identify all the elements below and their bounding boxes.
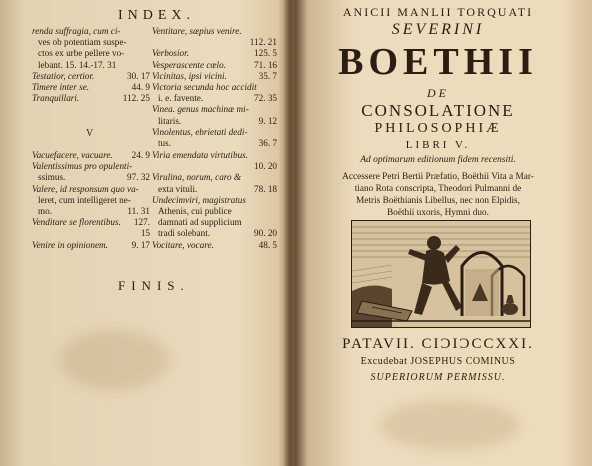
- index-entry: [32, 172, 150, 183]
- index-entry-page: 112. 25: [122, 93, 150, 104]
- index-entry-page: 24. 9: [131, 150, 150, 160]
- index-entry: [152, 217, 277, 228]
- index-entry: [32, 228, 150, 239]
- index-entry-text: ctos ex urbe pellere vo-: [38, 48, 125, 59]
- index-entry: [32, 161, 150, 172]
- index-entry-page: 9. 17: [131, 239, 150, 250]
- index-entry-text: tus.: [158, 137, 172, 148]
- index-entry: [152, 228, 277, 239]
- index-entry-text: i. e. favente.: [158, 93, 204, 104]
- index-entry: [32, 82, 150, 93]
- index-entry: [32, 217, 150, 228]
- index-entry-text: mo.: [38, 205, 53, 216]
- index-entry: [32, 71, 150, 82]
- index-entry-page: 35. 7: [258, 70, 277, 81]
- description-line: Boëthii uxoris, Hymni duo.: [386, 208, 489, 218]
- index-entry-text: Valentissimus pro opulenti-: [32, 161, 133, 172]
- index-entry-page: 11. 31: [127, 205, 150, 216]
- index-entry-page: 15: [140, 228, 150, 239]
- index-entry-page: 125. 5: [254, 48, 277, 59]
- book-author-title: BOETHII: [338, 41, 538, 83]
- edition-note: Ad optimarum editionum fidem recensiti.: [360, 155, 516, 165]
- index-entry-text: ssimus.: [38, 172, 66, 183]
- index-entry: [32, 93, 150, 104]
- book-gutter: [283, 0, 297, 466]
- index-entry: [32, 60, 150, 71]
- title-page: [298, 0, 592, 466]
- index-entry: [32, 195, 150, 206]
- index-entry-text: Ventitare, sæpius venire.: [152, 26, 242, 36]
- index-entry: [152, 37, 277, 48]
- index-column-a: [32, 26, 150, 104]
- index-entry-page: 9. 12: [258, 115, 277, 126]
- index-entry-text: Venire in opinionem.: [32, 239, 108, 250]
- description-line: Metris Boëthianis Libellus, nec non Elpidis,: [356, 196, 520, 206]
- index-entry: [152, 161, 277, 172]
- contents-description: [302, 171, 574, 219]
- index-entry-page: 112. 21: [249, 37, 277, 48]
- description-line: tiano Rota conscripta, Theodori Pulmanni de: [354, 184, 522, 194]
- index-entry-page: 127.: [133, 217, 150, 228]
- index-entry: [152, 127, 277, 138]
- index-entry-text: Vinolentus, ebrietati dedi-: [152, 126, 248, 137]
- section-letter: V: [86, 128, 94, 139]
- libri-line: LIBRI V.: [405, 139, 471, 151]
- index-column-b: [152, 26, 277, 149]
- index-entry-text: Undecimviri, magistratus: [152, 194, 246, 205]
- index-entry: [152, 71, 277, 82]
- index-entry-page: 44. 9: [131, 81, 150, 92]
- index-title: INDEX.: [118, 8, 196, 23]
- index-entry-page: 10. 20: [254, 161, 277, 172]
- philosophiae-line: PHILOSOPHIÆ: [374, 121, 502, 136]
- index-entry: [32, 240, 150, 251]
- index-entry: [152, 138, 277, 149]
- finis-text: FINIS.: [118, 278, 190, 293]
- index-column-d: [152, 150, 277, 251]
- index-entry-text: Athenis, cui publice: [158, 205, 232, 216]
- index-entry: [32, 48, 150, 59]
- index-entry: [32, 184, 150, 195]
- index-entry-text: damnati ad supplicium: [158, 217, 242, 228]
- index-entry-text: Valere, id responsum quo va-: [32, 183, 139, 194]
- index-entry-text: Virulina, norum, caro &: [152, 172, 242, 183]
- index-entry-text: ves ob potentiam suspe-: [38, 37, 127, 48]
- index-entry-text: Testatior, certior.: [32, 70, 95, 81]
- index-entry-page: 78. 18: [254, 183, 277, 194]
- index-entry-page: 36. 7: [258, 137, 277, 148]
- title-engraving: [351, 220, 531, 328]
- index-entry-text: leret, cum intelligeret ne-: [38, 194, 131, 205]
- index-entry: [152, 82, 277, 93]
- index-entry-text: Viria emendata virtutibus.: [152, 150, 249, 160]
- index-entry: [152, 116, 277, 127]
- index-entry: [152, 104, 277, 115]
- index-entry: [152, 150, 277, 161]
- index-entry-page: 90. 20: [254, 228, 277, 239]
- index-entry-text: Vinea. genus machinæ mi-: [152, 104, 249, 115]
- index-entry: [152, 184, 277, 195]
- index-entry-page: 30. 17: [127, 70, 150, 81]
- index-entry-text: Victoria secunda hoc accidit: [152, 81, 257, 92]
- index-entry-text: Vacuefacere, vacuare.: [32, 150, 113, 160]
- index-entry-page: 71. 16: [254, 59, 277, 70]
- index-entry-text: tradi solebant.: [158, 228, 211, 239]
- index-entry: [152, 195, 277, 206]
- index-entry: [152, 206, 277, 217]
- permission-line: SUPERIORUM PERMISSU.: [370, 372, 506, 383]
- printer-line: Excudebat JOSEPHUS COMINUS: [360, 356, 516, 367]
- index-entry: [152, 172, 277, 183]
- index-entry: [152, 240, 277, 251]
- index-entry: [32, 150, 150, 161]
- index-entry-text: lebant. 15. 14.-17. 31: [38, 59, 117, 70]
- index-entry: [152, 60, 277, 71]
- description-line: Accessere Petri Bertii Præfatio, Boëthii Vita a Mar-: [342, 172, 534, 182]
- author-line: ANICII MANLII TORQUATI: [342, 5, 534, 19]
- consolatione-line: CONSOLATIONE: [361, 101, 515, 120]
- de-line: DE: [427, 86, 449, 100]
- index-entry-text: litaris.: [158, 115, 182, 126]
- index-entry-page: 97. 32: [127, 172, 150, 183]
- index-entry: [152, 26, 277, 37]
- left-page: [0, 0, 285, 466]
- imprint-city: PATAVII. CIƆIƆCCXXI.: [342, 336, 534, 352]
- index-entry-text: Vesperascente cœlo.: [152, 59, 226, 70]
- index-entry-text: Venditare se florentibus.: [32, 217, 121, 228]
- name-line: SEVERINI: [391, 21, 485, 38]
- index-entry-text: Timere inter se.: [32, 81, 90, 92]
- engraving-illustration: [352, 221, 530, 327]
- index-column-c: [32, 150, 150, 251]
- index-entry-page: 48. 5: [258, 239, 277, 250]
- index-entry: [32, 37, 150, 48]
- index-entry-text: Tranquillari.: [32, 93, 80, 104]
- index-entry-text: Vicinitas, ipsi vicini.: [152, 70, 227, 81]
- index-entry-text: Vocitare, vocare.: [152, 239, 214, 250]
- index-entry-text: Verbosior.: [152, 48, 190, 59]
- index-entry: [32, 206, 150, 217]
- index-entry: [152, 93, 277, 104]
- index-entry-page: 72. 35: [254, 93, 277, 104]
- index-entry-text: exta vituli.: [158, 183, 198, 194]
- index-entry: [32, 26, 150, 37]
- index-entry: [152, 48, 277, 59]
- index-entry-text: renda suffragia, cum ci-: [32, 26, 121, 36]
